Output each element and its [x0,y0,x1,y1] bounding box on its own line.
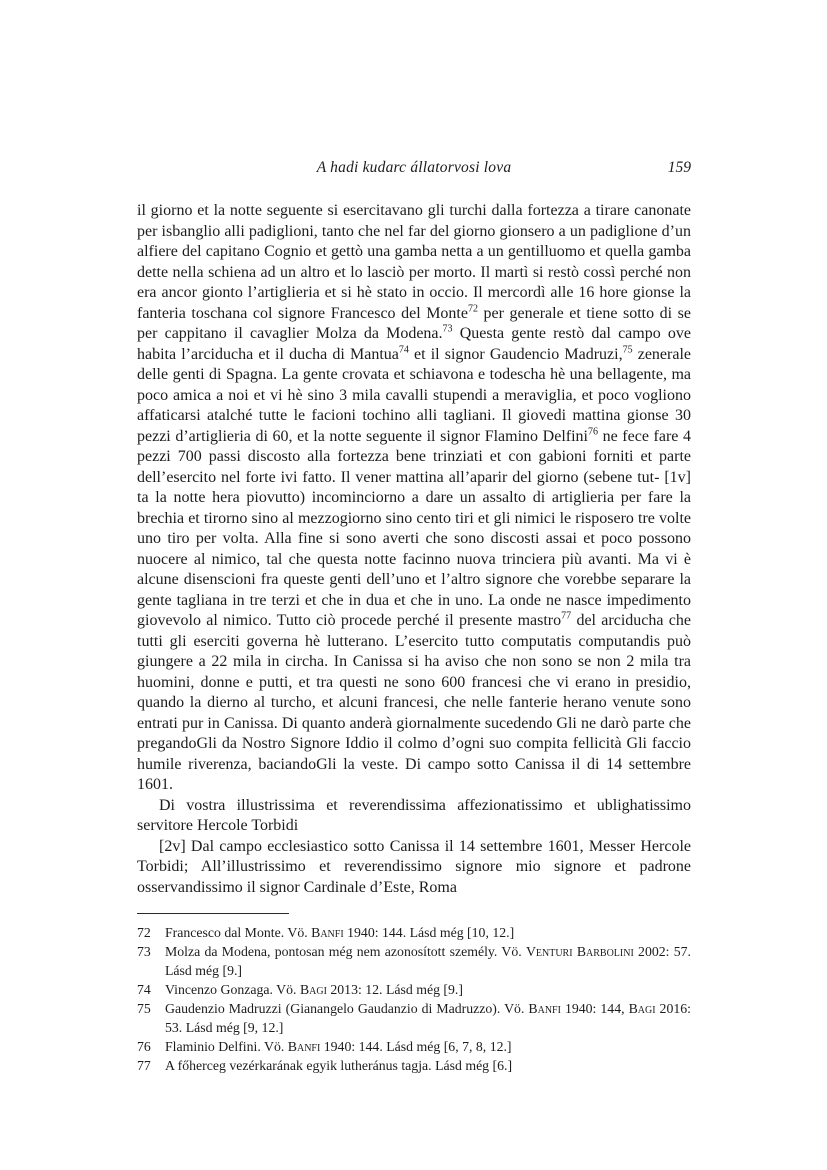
page-header [137,159,691,179]
smallcaps-citation: Banfi [311,925,344,940]
paragraph: il giorno et la notte seguente si esercitavano gli turchi dalla fortezza a tirare canonate per isbanglio alli padiglioni, tanto che nel far del giorno gionsero a un padiglione d’un alfiere del capitano Cognio et gettò una gamba netta a un gentilluomo et quella gamba dette nella schiena ad un altro et lo lasciò per morto. Il martì si restò cossì perché non era ancor gionto l’artiglieria et si hè stato in occio. Il mercordì alle 16 hore gionse la fanteria toschana col signore Francesco del Monte$^{72}$ per generale et tiene sotto di se per cappitano il cavaglier Molza da Modena.$^{73}$ Questa gente restò dal campo ove habita l’arciducha et il ducha di Mantua$^{74}$ et il signor Gaudencio Madruzi,$^{75}$ zenerale delle genti di Spagna. La gente crovata et schiavona e todescha hè una bellagente, ma poco amica a noi et vi hè sino 3 mila cavalli stupendi a meraviglia, et poco vogliono affaticarsi atalché tutte le facioni tochino alli tagliani. Il giovedi mattina gionse 30 pezzi d’artiglieria di 60, et la notte seguente il signor Flamino Delfini$^{76}$ ne fece fare 4 pezzi 700 passi discosto alla fortezza bene trinziati et con gabioni forniti et parte dell’esercito nel forte ivi fatto. Il vener mattina all’aparir del giorno (sebene tut- [1v] ta la notte hera piovutto) incominciorno a dare un assalto di artiglieria per fare la brechia et tirorno sino al mezzogiorno sino cento tiri et gli nimici le risposero tre volte uno tiro per volta. Alla fine si sono averti che sono discosti assai et poco possono nuocere al nimico, tal che questa notte facinno nuova trinciera più avanti. Ma vi è alcune disenscioni fra queste genti dell’uno et l’altro signore che vorebbe separare la gente tagliana in tre terzi et che in dua et che in uno. La onde ne nasce impedimento giovevolo al nimico. Tutto ciò procede perché il presente mastro$^{77}$ del arciducha che tutti gli eserciti governa hè lutterano. L’esercito tutto computatis computandis può giungere a 22 mila in circha. In Canissa si ha aviso che non sono se non 2 mila tra huomini, donne e putti, et tra questi ne sono 600 francesi che vi erano in presidio, quando la dierno al turcho, et alcuni francesi, che nelle fanterie herano venute sono entrati pur in Canissa. Di quanto anderà giornalmente sucedendo Gli ne darò parte che pregandoGli da Nostro Signore Iddio il colmo d’ogni suo compita fellicità Gli faccio humile riverenza, baciandoGli la veste. Di campo sotto Canissa il di 14 settembre 1601. [137,202,692,793]
footnote-marker: 76 [587,426,598,438]
smallcaps-citation: Venturi Barbolini [525,944,634,959]
footnote-number: 74 [137,982,151,997]
running-title: A hadi kudarc állatorvosi lova [316,159,512,176]
footnote-text: Flaminio Delfini. Vö. Banfi 1940: 144. Lásd még [6, 7, 8, 12.] [165,1039,512,1054]
footnote-text: Gaudenzio Madruzzi (Gianangelo Gaudanzio di Madruzzo). Vö. Banfi 1940: 144, Bagi 2016: 53. Lásd még [9, 12.] [165,1001,691,1035]
footnote-separator [137,913,289,914]
page-number: 159 [667,159,691,176]
footnote-number: 77 [137,1058,151,1073]
footnote-number: 72 [137,925,151,940]
paragraph: [2v] Dal campo ecclesiastico sotto Canissa il 14 settembre 1601, Messer Hercole Torbidi; All’illustrissimo et reverendissimo signore mio signore et padrone osservandissimo il signor Cardinale d’Este, Roma [137,837,691,896]
smallcaps-citation: Banfi [287,1039,321,1054]
footnote [137,942,691,980]
footnote-marker: 74 [398,344,409,356]
footnote-text: A főherceg vezérkarának egyik lutheránus tagja. Lásd még [6.] [165,1058,513,1073]
footnote [137,999,691,1037]
footnote-number: 73 [137,944,151,959]
paragraph: Di vostra illustrissima et reverendissima affezionatissimo et ublighatissimo servitore Hercole Torbidi [137,796,691,834]
footnote-text: Molza da Modena, pontosan még nem azonosított személy. Vö. Venturi Barbolini 2002: 57. Lásd még [9.] [165,944,691,978]
footnote [137,1037,691,1056]
footnote-marker: 72 [467,303,478,315]
footnote-marker: 75 [622,344,633,356]
smallcaps-citation: Bagi [628,1001,656,1016]
footnote-marker: 73 [442,323,453,335]
footnote [137,980,691,999]
footnotes-section [137,923,691,1075]
footnote-marker: 77 [561,610,572,622]
text-column [137,0,691,1075]
footnote [137,1056,691,1075]
footnote-number: 76 [137,1039,151,1054]
footnote-text: Vincenzo Gonzaga. Vö. Bagi 2013: 12. Lásd még [9.] [165,982,463,997]
footnote [137,923,691,942]
smallcaps-citation: Banfi [528,1001,561,1016]
body-text [137,201,691,898]
footnote-number: 75 [137,1001,151,1016]
smallcaps-citation: Bagi [299,982,327,997]
footnote-text: Francesco dal Monte. Vö. Banfi 1940: 144. Lásd még [10, 12.] [165,925,515,940]
